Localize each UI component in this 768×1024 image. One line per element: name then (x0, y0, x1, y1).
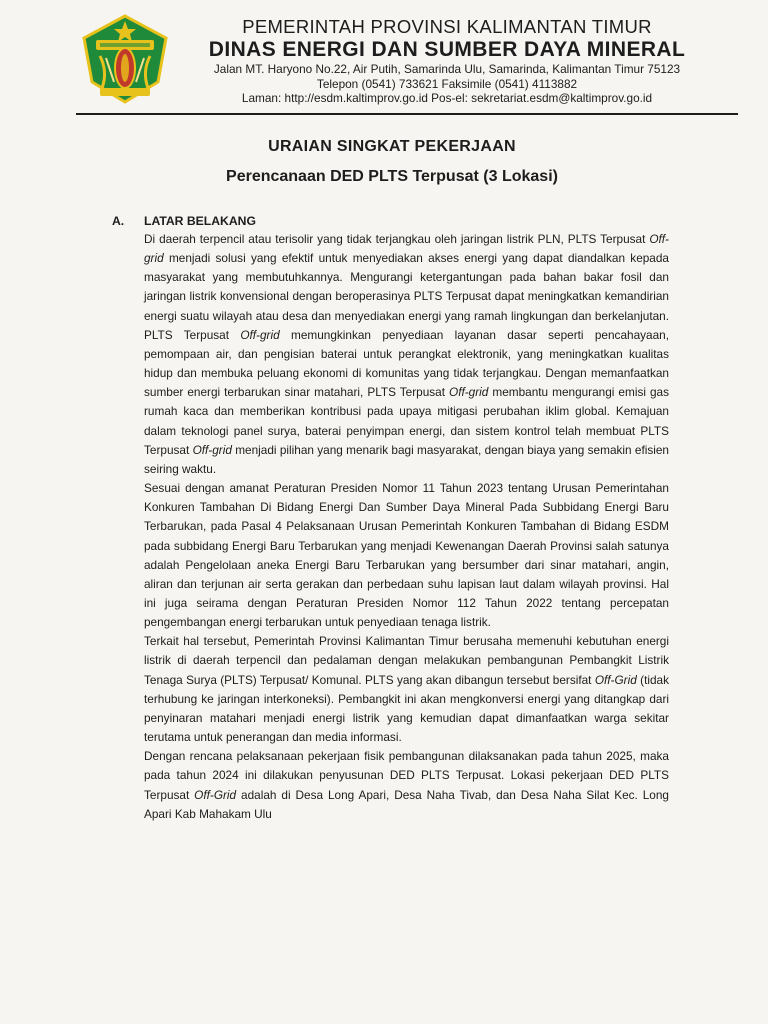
section-title: LATAR BELAKANG (144, 214, 256, 228)
paragraph-4: Dengan rencana pelaksanaan pekerjaan fisik pembangunan dilaksanakan pada tahun 2025, maka pada tahun 2024 ini dilakukan penyusunan DED PLTS Terpusat. Lokasi pekerjaan DED PLTS Terpusat Off-Grid adalah di Desa Long Apari, Desa Naha Tivab, dan Desa Naha Silat Kec. Long Apari Kab Mahakam Ulu (144, 749, 669, 821)
paragraph-1: Di daerah terpencil atau terisolir yang tidak terjangkau oleh jaringan listrik PLN, PLTS Terpusat Off-grid menjadi solusi yang efektif untuk menyediakan akses energi yang dapat diandalkan kepada masyarakat yang membutuhkannya. Mengurangi ketergantungan pada bahan bakar fosil dan jaringan listrik konvensional dengan beroperasinya PLTS Terpusat dapat meningkatkan kemandirian energi suatu wilayah atau desa dan menyediakan energi yang ramah lingkungan dan berkelanjutan. PLTS Terpusat Off-grid memungkinkan penyediaan layanan dasar seperti pencahayaan, pemompaan air, dan pengisian baterai untuk perangkat elektronik, yang meningkatkan kualitas hidup dan membuka peluang ekonomi di komunitas yang tidak terjangkau. Dengan memanfaatkan sumber energi terbarukan sinar matahari, PLTS Terpusat Off-grid membantu mengurangi emisi gas rumah kaca dan memberikan kontribusi pada upaya mitigasi perubahan iklim global. Kemajuan dalam teknologi panel surya, baterai penyimpan energi, dan sistem kontrol telah membuat PLTS Terpusat Off-grid menjadi pilihan yang menarik bagi masyarakat, dengan biaya yang semakin efisien seiring waktu. (144, 232, 669, 476)
section-body (144, 230, 669, 824)
letterhead (78, 10, 718, 110)
office-address: Jalan MT. Haryono No.22, Air Putih, Samarinda Ulu, Samarinda, Kalimantan Timur 75123 (213, 62, 681, 76)
office-phone: Telepon (0541) 733621 Faksimile (0541) 4113882 (316, 76, 578, 91)
document-subtitle: Perencanaan DED PLTS Terpusat (3 Lokasi) (226, 168, 558, 185)
letterhead-divider (76, 113, 738, 115)
section-heading (112, 212, 672, 230)
provincial-emblem-icon (78, 12, 172, 106)
section-letter: A. (112, 214, 125, 228)
department-name: DINAS ENERGI DAN SUMBER DAYA MINERAL (208, 38, 686, 61)
document-title: URAIAN SINGKAT PEKERJAAN (268, 138, 516, 155)
office-web: Laman: http://esdm.kaltimprov.go.id Pos-el: sekretariat.esdm@kaltimprov.go.id (241, 91, 653, 105)
section-latar-belakang (112, 212, 672, 824)
title-block (0, 138, 768, 186)
government-name: PEMERINTAH PROVINSI KALIMANTAN TIMUR (242, 16, 652, 37)
paragraph-3: Terkait hal tersebut, Pemerintah Provinsi Kalimantan Timur berusaha memenuhi kebutuhan energi listrik di daerah terpencil dan pedalaman dengan melakukan pembangunan Pembangkit Listrik Tenaga Surya (PLTS) Terpusat/ Komunal. PLTS yang akan dibangun tersebut bersifat Off-Grid (tidak terhubung ke jaringan interkoneksi). Pembangkit ini akan mengkonversi energi yang ditangkap dari penyinaran matahari menjadi energi listrik yang kemudian dapat dimanfaatkan warga sekitar terutama untuk penerangan dan media informasi. (144, 634, 669, 745)
paragraph-2: Sesuai dengan amanat Peraturan Presiden Nomor 11 Tahun 2023 tentang Urusan Pemerintahan Konkuren Tambahan Di Bidang Energi Dan Sumber Daya Mineral Pada Subbidang Energi Baru Terbarukan, pada Pasal 4 Pelaksanaan Urusan Pemerintah Konkuren Tambahan di Bidang ESDM pada subbidang Energi Baru Terbarukan yang menjadi Kewenangan Daerah Provinsi salah satunya adalah Pengelolaan aneka Energi Baru Terbarukan yang bersumber dari sinar matahari, angin, aliran dan terjunan air serta gerakan dan perbedaan suhu lapisan laut dalam wilayah provinsi. Hal ini juga seirama dengan Peraturan Presiden Nomor 112 Tahun 2022 tentang percepatan pengembangan energi terbarukan untuk penyediaan tenaga listrik. (144, 481, 669, 630)
